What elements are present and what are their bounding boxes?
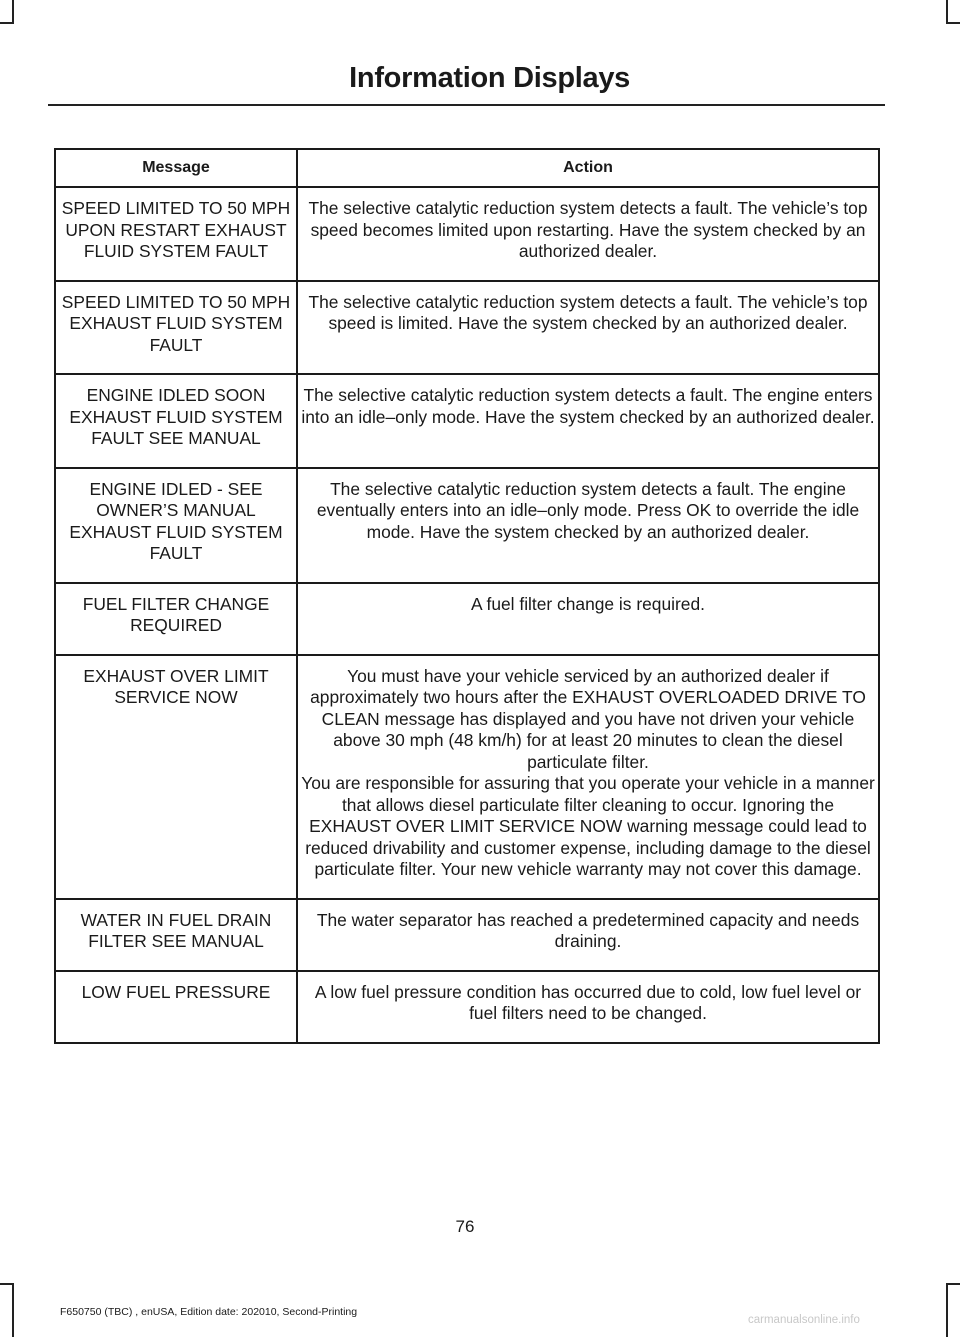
column-header-action: Action xyxy=(297,149,879,187)
message-cell: ENGINE IDLED - SEE OWNER’S MANUAL EXHAUST FLUID SYSTEM FAULT xyxy=(55,468,297,583)
table-row xyxy=(55,187,879,281)
crop-mark xyxy=(12,1283,14,1337)
action-cell xyxy=(297,899,879,971)
action-cell xyxy=(297,374,879,468)
message-table xyxy=(54,148,880,1044)
action-cell xyxy=(297,187,879,281)
crop-mark xyxy=(946,1283,960,1285)
crop-mark xyxy=(0,22,14,24)
message-cell: LOW FUEL PRESSURE xyxy=(55,971,297,1043)
edition-footer: F650750 (TBC) , enUSA, Edition date: 202010, Second-Printing xyxy=(60,1306,358,1318)
table-row xyxy=(55,971,879,1043)
crop-mark xyxy=(946,1283,948,1337)
column-header-message: Message xyxy=(55,149,297,187)
action-cell xyxy=(297,281,879,375)
crop-mark xyxy=(0,1283,14,1285)
action-text: The selective catalytic reduction system detects a fault. The vehicle’s top speed is limited. Have the system checked by an authorized dealer. xyxy=(308,291,868,333)
message-cell: ENGINE IDLED SOON EXHAUST FLUID SYSTEM FAULT SEE MANUAL xyxy=(55,374,297,468)
table-row xyxy=(55,583,879,655)
message-cell: SPEED LIMITED TO 50 MPH UPON RESTART EXHAUST FLUID SYSTEM FAULT xyxy=(55,187,297,281)
action-cell xyxy=(297,655,879,899)
action-text: The selective catalytic reduction system detects a fault. The vehicle’s top speed becomes limited upon restarting. Have the system checked by an authorized dealer. xyxy=(308,198,868,261)
crop-mark xyxy=(12,0,14,22)
header-rule xyxy=(48,104,885,106)
action-cell xyxy=(297,468,879,583)
action-cell xyxy=(297,971,879,1043)
action-text: A fuel filter change is required. xyxy=(471,593,705,614)
action-text: A low fuel pressure condition has occurred due to cold, low fuel level or fuel filters need to be changed. xyxy=(314,981,862,1023)
table-row xyxy=(55,899,879,971)
table-row xyxy=(55,655,879,899)
crop-mark xyxy=(946,22,960,24)
table-header-row xyxy=(55,149,879,187)
action-text: The selective catalytic reduction system detects a fault. The engine eventually enters into an idle–only mode. Press OK to override the idle mode. Have the system checked by an authorized dealer. xyxy=(316,478,860,542)
watermark: carmanualsonline.info xyxy=(748,1314,860,1326)
message-cell: WATER IN FUEL DRAIN FILTER SEE MANUAL xyxy=(55,899,297,971)
page-number: 76 xyxy=(455,1217,475,1236)
message-cell: FUEL FILTER CHANGE REQUIRED xyxy=(55,583,297,655)
message-cell: SPEED LIMITED TO 50 MPH EXHAUST FLUID SYSTEM FAULT xyxy=(55,281,297,375)
page-title: Information Displays xyxy=(349,62,630,94)
message-cell: EXHAUST OVER LIMIT SERVICE NOW xyxy=(55,655,297,899)
table-row xyxy=(55,281,879,375)
action-text: The water separator has reached a predetermined capacity and needs draining. xyxy=(316,909,860,951)
action-text: The selective catalytic reduction system detects a fault. The engine enters into an idle–only mode. Have the system checked by an authorized dealer. xyxy=(301,385,875,427)
table-row xyxy=(55,374,879,468)
action-cell xyxy=(297,583,879,655)
crop-mark xyxy=(946,0,948,22)
table-row xyxy=(55,468,879,583)
action-text: You must have your vehicle serviced by an authorized dealer if approximately two hours after the EXHAUST OVERLOADED DRIVE TO CLEAN message has displayed and you have not driven your vehicle above 30 mph (48 km/h) for at least 20 minutes to clean the diesel particulate filter. xyxy=(310,665,866,772)
action-text: You are responsible for assuring that you operate your vehicle in a manner that allows diesel particulate filter cleaning to occur. Ignoring the EXHAUST OVER LIMIT SERVICE NOW warning message could lead to reduced drivability and customer expense, including damage to the diesel particulate filter. Your new vehicle warranty may not cover this damage. xyxy=(301,773,875,879)
